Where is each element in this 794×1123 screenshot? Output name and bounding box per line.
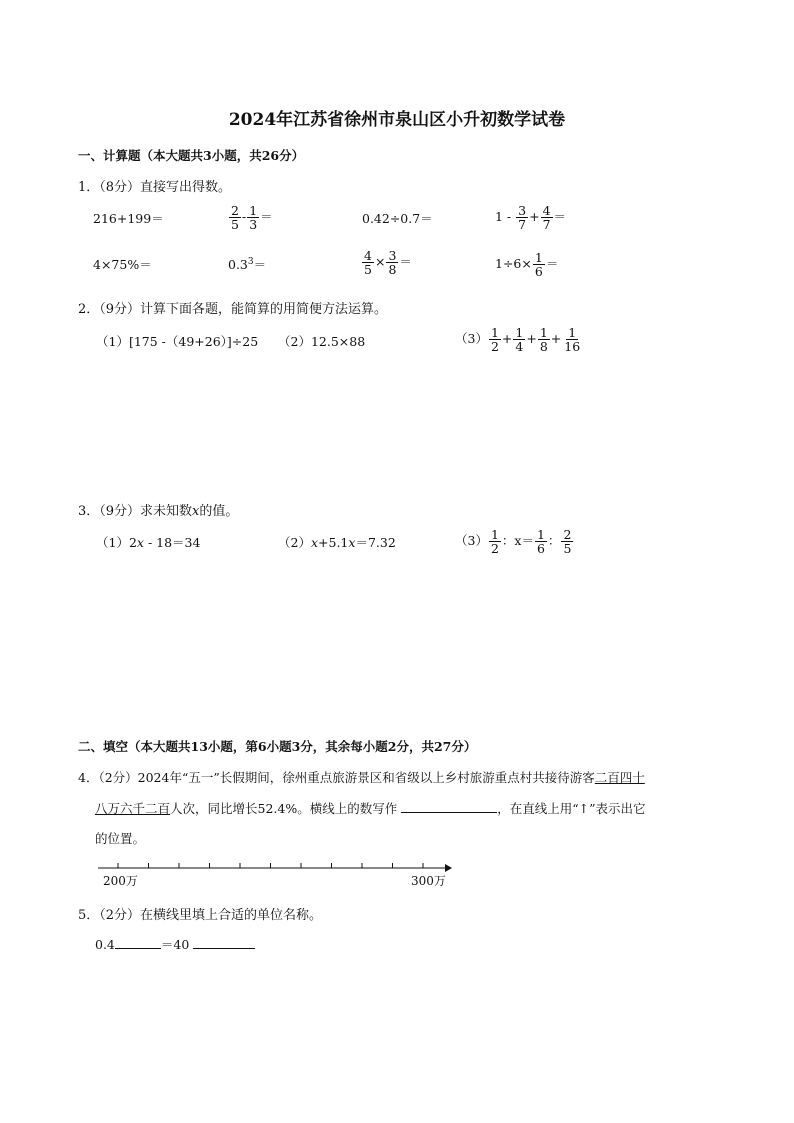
fraction: $\frac{1}{2}$ bbox=[490, 325, 499, 355]
q1-row2-b: $0.3^3=$ bbox=[228, 256, 267, 272]
q1-row2-c: $\frac{4}{5}$ × $\frac{3}{8}$ ＝ bbox=[364, 248, 412, 278]
q5-stem: 5．（2分）在横线里填上合适的单位名称。 bbox=[78, 908, 323, 923]
q1-row1-a: 216+199＝ bbox=[93, 211, 164, 226]
fraction: $\frac{1}{3}$ bbox=[249, 203, 258, 233]
answer-blank[interactable] bbox=[401, 812, 497, 813]
fraction: $\frac{1}{6}$ bbox=[536, 527, 545, 557]
fraction: $\frac{4}{7}$ bbox=[542, 203, 551, 233]
section-2-heading: 二、填空（本大题共13小题，第6小题3分，其余每小题2分，共27分） bbox=[78, 739, 477, 754]
q1-row2-a: 4×75%＝ bbox=[93, 257, 152, 272]
q3-part3: （3） $\frac{1}{2}$ ：x＝ $\frac{1}{6}$ ： $\frac{2}{5}$ bbox=[455, 527, 572, 557]
q1-row1-b: $\frac{2}{5}$ - $\frac{1}{3}$ ＝ bbox=[231, 203, 273, 233]
q3-part1: （1）2x - 18＝34 bbox=[96, 535, 201, 550]
q4-line2: 八万六千二百人次，同比增长52.4%。横线上的数写作 ，在直线上用“↑”表示出它 bbox=[95, 801, 646, 816]
q2-part3: （3） $\frac{1}{2}$ + $\frac{1}{4}$ + $\frac{1}{8}$ + $\frac{1}{16}$ bbox=[455, 325, 581, 355]
fraction: $\frac{1}{6}$ bbox=[534, 250, 543, 280]
q1-stem: 1．（8分）直接写出得数。 bbox=[78, 180, 232, 195]
fraction: $\frac{3}{8}$ bbox=[388, 248, 397, 278]
unit-blank-2[interactable] bbox=[193, 948, 255, 949]
unit-blank-1[interactable] bbox=[115, 948, 161, 949]
fraction: $\frac{2}{5}$ bbox=[563, 527, 572, 557]
fraction: $\frac{1}{16}$ bbox=[564, 325, 581, 355]
fraction: $\frac{1}{2}$ bbox=[490, 527, 499, 557]
fraction: $\frac{1}{8}$ bbox=[539, 325, 548, 355]
fraction: $\frac{1}{4}$ bbox=[515, 325, 524, 355]
q2-part2: （2）12.5×88 bbox=[278, 334, 366, 349]
axis-label-left: 200万 bbox=[103, 874, 138, 888]
q4-line1: 4．（2分）2024年“五一”长假期间，徐州重点旅游景区和省级以上乡村旅游重点村共接待游客二百四十 bbox=[78, 770, 645, 785]
q1-row1-c: 0.42÷0.7＝ bbox=[362, 211, 433, 226]
q4-line3: 的位置。 bbox=[95, 831, 146, 846]
fraction: $\frac{3}{7}$ bbox=[518, 203, 527, 233]
q3-part2: （2）x+5.1x＝7.32 bbox=[278, 535, 396, 550]
fraction: $\frac{2}{5}$ bbox=[231, 203, 239, 233]
page-title: 2024年江苏省徐州市泉山区小升初数学试卷 bbox=[228, 110, 566, 130]
q1-row2-d: 1÷6× $\frac{1}{6}$ ＝ bbox=[495, 250, 559, 280]
axis-label-right: 300万 bbox=[411, 874, 446, 888]
q5-line: 0.4 ＝40 bbox=[95, 935, 255, 953]
q2-stem: 2．（9分）计算下面各题，能简算的用简便方法运算。 bbox=[78, 302, 388, 317]
section-1-heading: 一、计算题（本大题共3小题，共26分） bbox=[78, 148, 305, 163]
q2-part1: （1）[175 -（49+26）]÷25 bbox=[96, 334, 259, 349]
q1-row1-d: 1 - $\frac{3}{7}$ + $\frac{4}{7}$ ＝ bbox=[495, 203, 567, 233]
q3-stem: 3．（9分）求未知数x的值。 bbox=[78, 504, 239, 519]
fraction: $\frac{4}{5}$ bbox=[364, 248, 372, 278]
number-line[interactable] bbox=[95, 858, 455, 874]
